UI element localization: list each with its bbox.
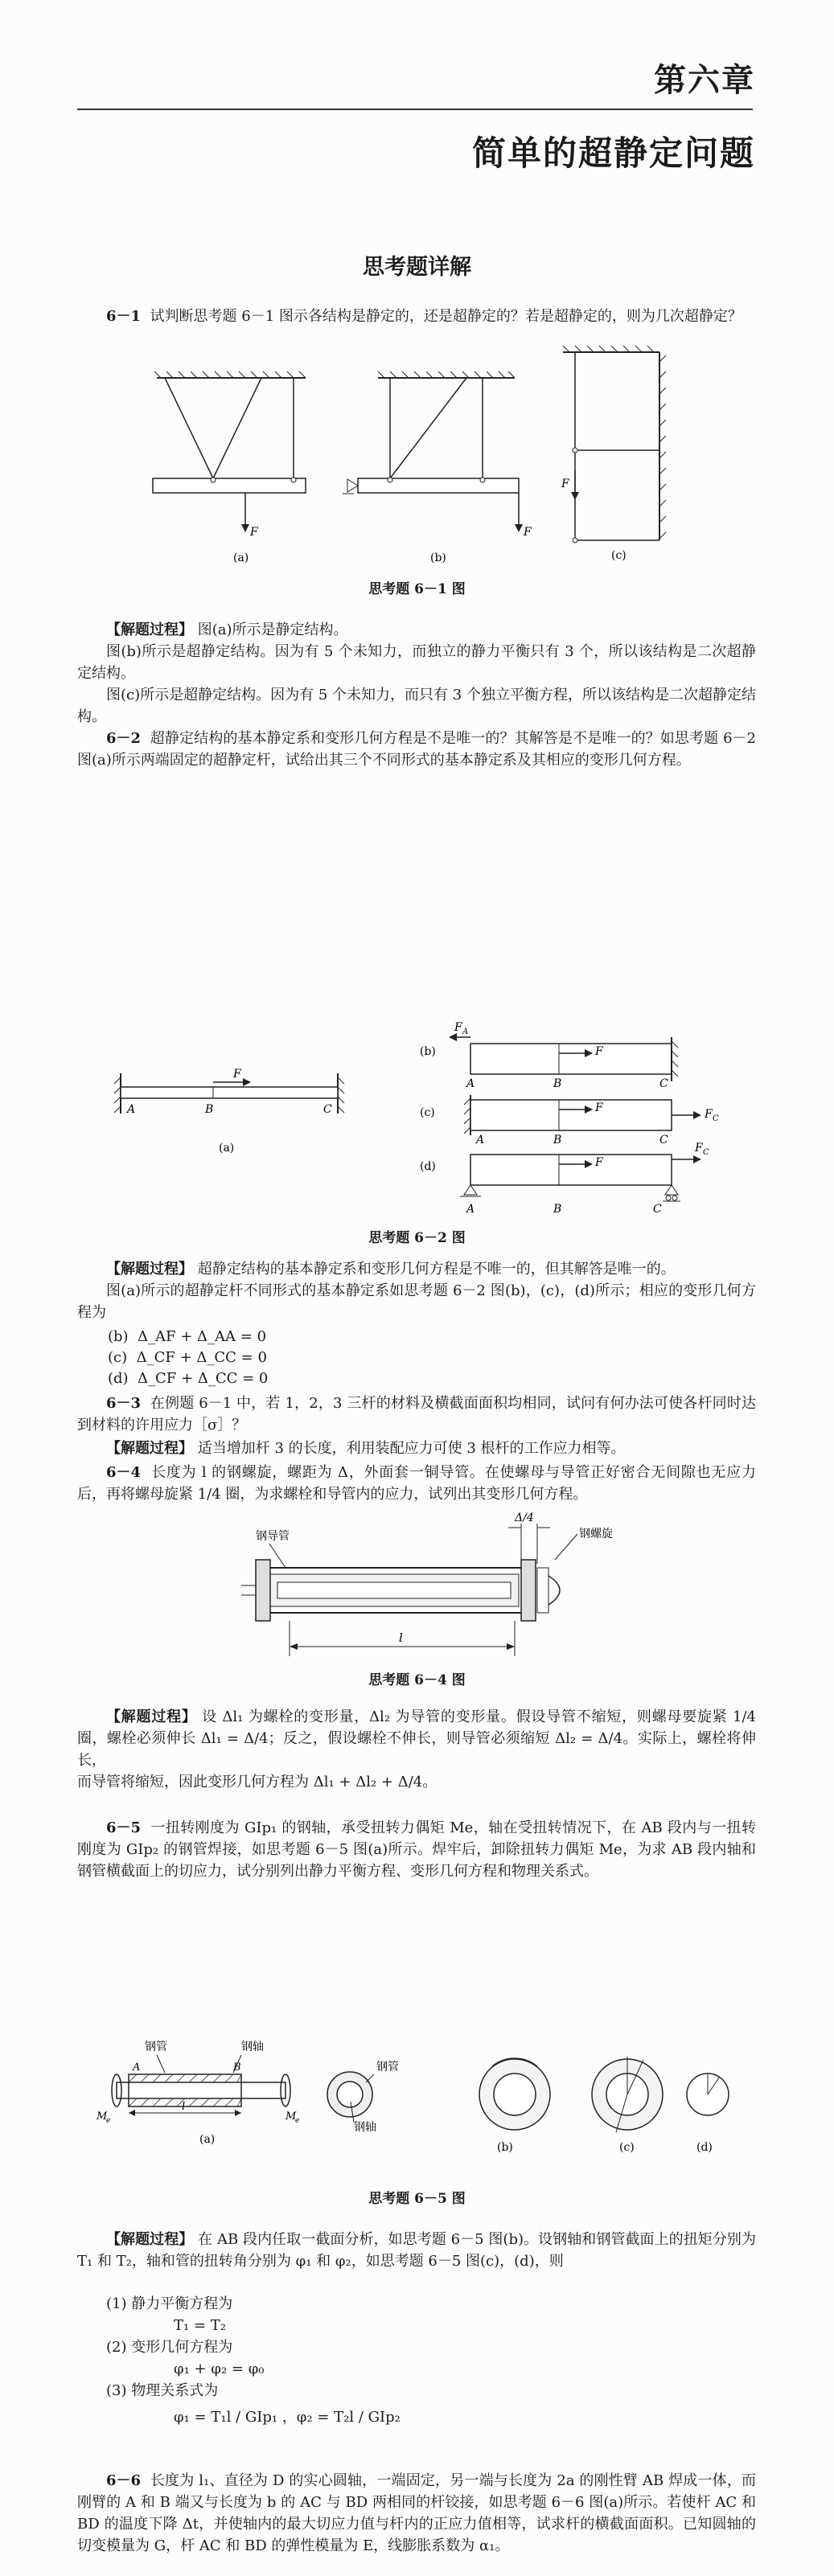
equation: (c) Δ_CF + Δ_CC = 0 bbox=[108, 1349, 267, 1366]
solution-tag: 【解题过程】 bbox=[106, 621, 193, 638]
question-text: 试判断思考题 6－1 图示各结构是静定的，还是超静定的？若是超静定的，则为几次超静定？ bbox=[150, 308, 742, 325]
point-label: B bbox=[553, 1203, 562, 1216]
solution-text: 图(a)所示的超静定杆不同形式的基本静定系如思考题 6－2 图(b)，(c)，(d)所示；相应的变形几何方程为 bbox=[77, 1282, 756, 1321]
figure-6-5a bbox=[96, 2041, 299, 2146]
question-text: 长度为 l₁、直径为 D 的实心圆轴，一端固定，另一端与长度为 2a 的刚性臂 AB 焊成一体，而刚臂的 A 和 B 端又与长度为 b 的 AC 与 BD 两相同的杆铰接，如思考题 6－6 图(a)所示。若使杆 AC 和 BD 的温度下降 Δt，并使轴内的最大切应力值与杆内的正应力值相等，试求杆的横截面面积。已知圆轴的切变模量为 G，杆 AC 和 BD 的弹性模量为 E，线膨胀系数为 α₁。 bbox=[77, 2472, 756, 2554]
equation: (d) Δ_CF + Δ_CC = 0 bbox=[108, 1370, 269, 1387]
question-text: 超静定结构的基本静定系和变形几何方程是不是唯一的？其解答是不是唯一的？如思考题 6－2 图(a)所示两端固定的超静定杆，试给出其三个不同形式的基本静定系及其相应的变形几何方程。 bbox=[77, 730, 756, 769]
figure-6-5c bbox=[592, 2057, 663, 2154]
point-label: C bbox=[659, 1077, 668, 1090]
question-text: 长度为 l 的钢螺旋，螺距为 Δ，外面套一铜导管。在使螺母与导管正好密合无间隙也无应力后，再将螺母旋紧 1/4 圈，为求螺栓和导管内的应力，试列出其变形几何方程。 bbox=[77, 1464, 756, 1503]
moment-label: M bbox=[97, 2110, 108, 2123]
label-d: (d) bbox=[420, 1160, 436, 1173]
question-6-6 bbox=[77, 2470, 756, 2557]
label-c: (c) bbox=[619, 2141, 635, 2154]
label-a: (a) bbox=[219, 1142, 235, 1155]
solution-text: 超静定结构的基本静定系和变形几何方程是不唯一的，但其解答是唯一的。 bbox=[197, 1261, 676, 1278]
force-label: F bbox=[595, 1045, 603, 1058]
label-a: (a) bbox=[199, 2133, 216, 2146]
force-label: F bbox=[250, 526, 258, 539]
solution-tag: 【解题过程】 bbox=[106, 2231, 194, 2248]
moment-label: M bbox=[286, 2110, 297, 2123]
question-number: 6－2 bbox=[106, 730, 142, 747]
solution-text: 而导管将缩短，因此变形几何方程为 Δl₁ + Δl₂ + Δ/4。 bbox=[77, 1774, 438, 1790]
label-length: l bbox=[182, 2101, 186, 2113]
point-label: C bbox=[653, 1203, 662, 1216]
force-label: F bbox=[695, 1142, 703, 1155]
solution-text: 图(c)所示是超静定结构。因为有 5 个未知力，而只有 3 个独立平衡方程，所以该结构是二次超静定结构。 bbox=[77, 687, 756, 725]
equation: φ₁ = T₁l / GIp₁ ，φ₂ = T₂l / GIp₂ bbox=[174, 2409, 401, 2426]
point-label: B bbox=[553, 1134, 562, 1146]
force-label: F bbox=[454, 1021, 462, 1034]
equation: (b) Δ_AF + Δ_AA = 0 bbox=[108, 1328, 267, 1345]
force-label: F bbox=[233, 1068, 241, 1081]
label-tube: 钢管 bbox=[376, 2061, 399, 2074]
label-tube: 钢导管 bbox=[256, 1530, 290, 1543]
solution-6-5-steps bbox=[77, 2293, 756, 2428]
solution-6-5 bbox=[77, 2229, 756, 2272]
figure-6-5b bbox=[479, 2058, 550, 2154]
chapter-title: 简单的超静定问题 bbox=[471, 133, 755, 173]
force-label: F bbox=[705, 1108, 713, 1121]
label-d: (d) bbox=[696, 2141, 713, 2154]
label-b: (b) bbox=[430, 552, 446, 564]
point-label: A bbox=[466, 1203, 475, 1216]
equation: φ₁ + φ₂ = φ₀ bbox=[174, 2361, 265, 2377]
label-length: l bbox=[399, 1631, 403, 1645]
solution-text: 设 Δl₁ 为螺栓的变形量，Δl₂ 为导管的变形量。假设导管不缩短，则螺母要旋紧 1/4 圈，螺栓必须伸长 Δl₁ = Δ/4；反之，假设螺栓不伸长，则导管必须缩短 Δl₂ = Δ/4。实际上，螺栓将伸长， bbox=[77, 1708, 756, 1769]
label-bolt: 钢螺旋 bbox=[579, 1528, 613, 1540]
chapter-number: 第六章 bbox=[654, 61, 755, 99]
question-text: 在例题 6－1 中，若 1，2，3 三杆的材料及横截面面积均相同，试问有何办法可使各杆同时达到材料的许用应力［σ］？ bbox=[77, 1395, 756, 1434]
step-label: (2) 变形几何方程为 bbox=[106, 2339, 233, 2356]
label-shaft: 钢轴 bbox=[354, 2121, 376, 2134]
point-label: B bbox=[233, 2061, 241, 2074]
caption-6-5: 思考题 6－5 图 bbox=[368, 2191, 466, 2207]
section-title: 思考题详解 bbox=[363, 255, 471, 280]
point-label: A bbox=[127, 1103, 136, 1116]
label-quarter-turn: Δ/4 bbox=[515, 1512, 534, 1524]
label-c: (c) bbox=[611, 549, 627, 562]
caption-6-2: 思考题 6－2 图 bbox=[368, 1230, 466, 1246]
point-label: C bbox=[323, 1103, 332, 1116]
point-label: A bbox=[476, 1134, 485, 1146]
force-label: F bbox=[595, 1101, 603, 1114]
label-shaft: 钢轴 bbox=[241, 2041, 264, 2053]
point-label: B bbox=[205, 1103, 214, 1116]
label-b: (b) bbox=[420, 1045, 436, 1058]
point-label: A bbox=[466, 1077, 475, 1090]
solution-text: 在 AB 段内任取一截面分析，如思考题 6－5 图(b)。设钢轴和钢管截面上的扭矩分别为 T₁ 和 T₂，轴和管的扭转角分别为 φ₁ 和 φ₂，如思考题 6－5 图(c)，(d)，则 bbox=[77, 2231, 756, 2270]
question-number: 6－3 bbox=[106, 1395, 142, 1412]
figure-6-5-section bbox=[327, 2061, 399, 2134]
force-label: F bbox=[595, 1156, 603, 1169]
moment-subscript: e bbox=[106, 2117, 111, 2125]
question-number: 6－5 bbox=[106, 1819, 142, 1836]
solution-tag: 【解题过程】 bbox=[106, 1261, 193, 1278]
solution-tag: 【解题过程】 bbox=[106, 1440, 193, 1457]
point-label: C bbox=[659, 1134, 668, 1146]
point-label: A bbox=[133, 2061, 141, 2074]
solution-text: 适当增加杆 3 的长度，利用装配应力可使 3 根杆的工作应力相等。 bbox=[197, 1440, 626, 1457]
label-c: (c) bbox=[420, 1106, 435, 1119]
solution-text: 图(a)所示是静定结构。 bbox=[197, 621, 348, 638]
step-label: (3) 物理关系式为 bbox=[106, 2382, 219, 2399]
caption-6-4: 思考题 6－4 图 bbox=[368, 1672, 466, 1688]
solution-tag: 【解题过程】 bbox=[106, 1708, 197, 1725]
solution-text: 图(b)所示是超静定结构。因为有 5 个未知力，而独立的静力平衡只有 3 个，所以该结构是二次超静定结构。 bbox=[77, 643, 756, 682]
question-number: 6－4 bbox=[106, 1464, 142, 1481]
question-number: 6－1 bbox=[106, 308, 142, 325]
force-label: F bbox=[561, 478, 569, 490]
label-b: (b) bbox=[497, 2141, 513, 2154]
equation: T₁ = T₂ bbox=[174, 2317, 226, 2334]
figure-6-5d bbox=[687, 2074, 729, 2154]
label-tube: 钢管 bbox=[145, 2041, 167, 2053]
moment-subscript: e bbox=[295, 2117, 300, 2125]
caption-6-1: 思考题 6－1 图 bbox=[368, 581, 466, 597]
force-subscript: C bbox=[713, 1114, 719, 1123]
point-label: B bbox=[553, 1077, 562, 1090]
force-label: F bbox=[524, 526, 532, 539]
label-a: (a) bbox=[233, 552, 249, 564]
question-number: 6－6 bbox=[106, 2472, 142, 2489]
step-label: (1) 静力平衡方程为 bbox=[106, 2295, 233, 2312]
force-subscript: C bbox=[703, 1148, 709, 1157]
question-text: 一扭转刚度为 GIp₁ 的钢轴，承受扭转力偶矩 Me，轴在受扭转情况下，在 AB 段内与一扭转刚度为 GIp₂ 的钢管焊接，如思考题 6－5 图(a)所示。焊牢后，卸除扭转力偶矩 Me，为求 AB 段内轴和钢管横截面上的切应力，试分别列出静力平衡方程、变形几何方程和物理关系式。 bbox=[77, 1819, 756, 1880]
force-subscript: A bbox=[462, 1028, 469, 1036]
